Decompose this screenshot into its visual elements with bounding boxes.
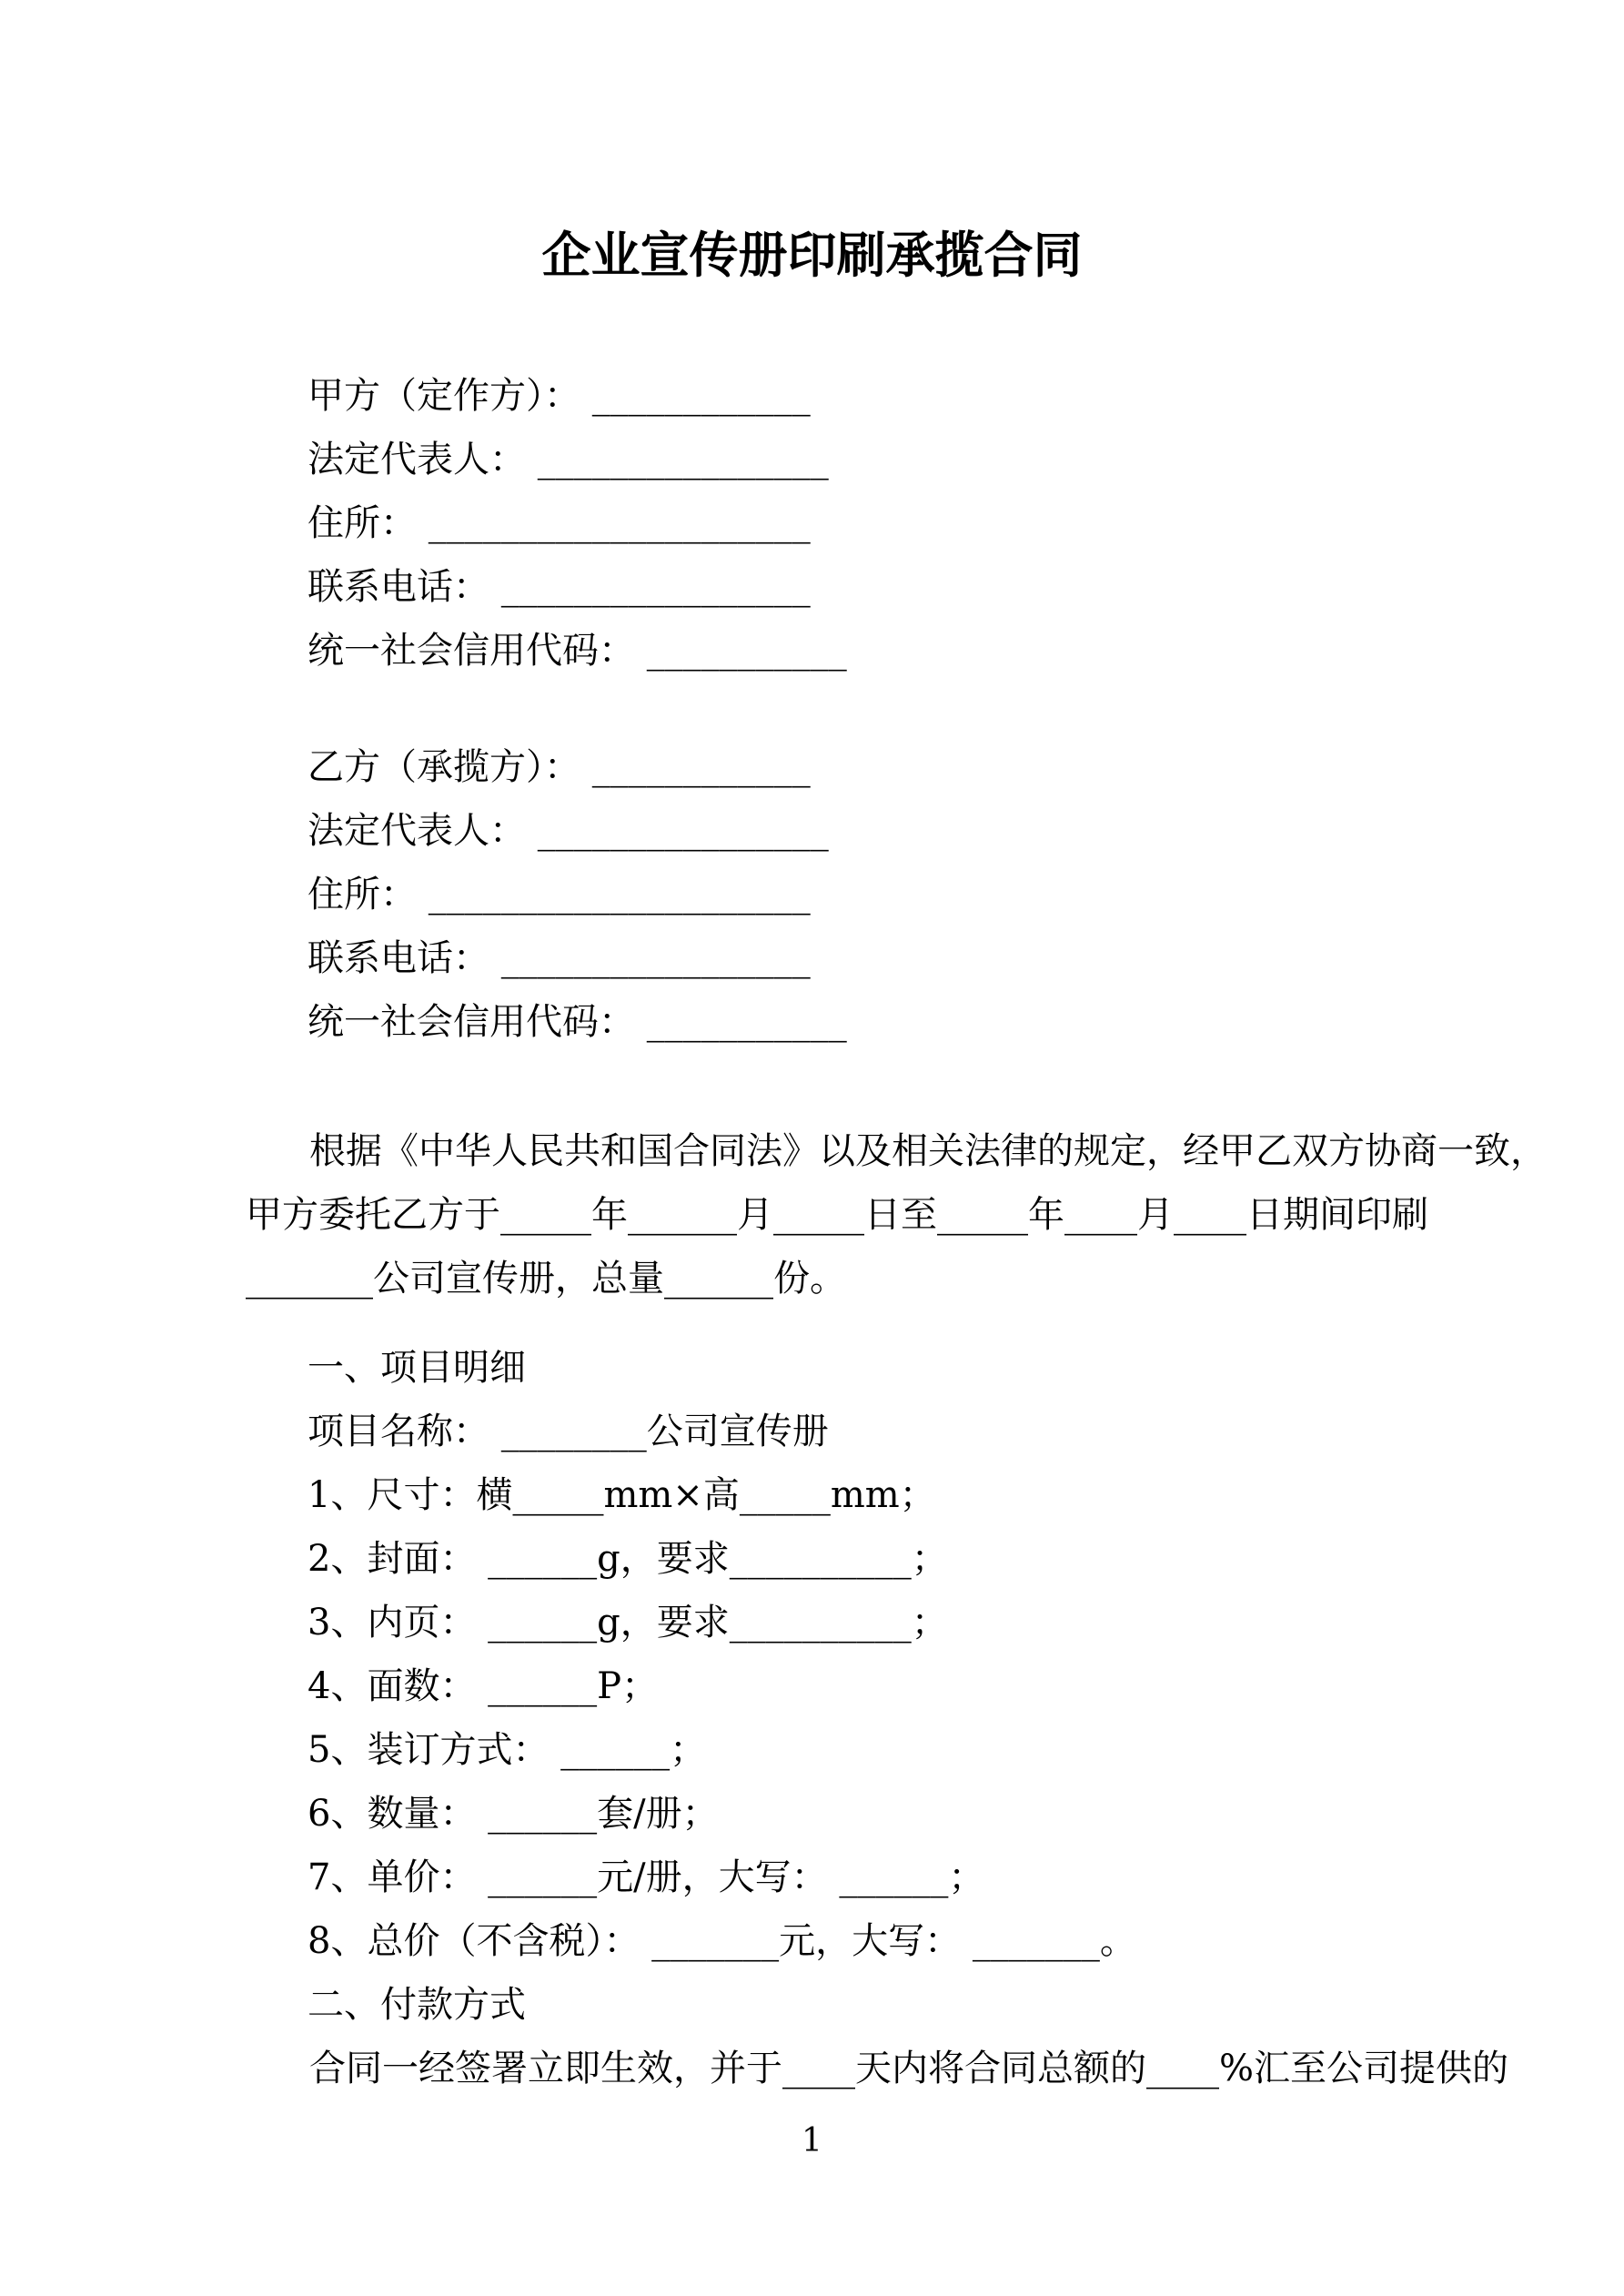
party-a-credit-code-line: 统一社会信用代码： ___________ [308,630,847,672]
item-binding-line: 5、装订方式： ______； [308,1729,707,1771]
item-cover-line: 2、封面： ______g，要求__________； [308,1538,948,1580]
party-a-address-line: 住所： _____________________ [308,502,811,544]
item-unit-price-line: 7、单价： ______元/册，大写： ______； [308,1856,985,1898]
party-b-block [246,735,1624,1054]
page-title: 企业宣传册印刷承揽合同 [541,226,1083,284]
party-a-name-line: 甲方（定作方）： ____________ [308,375,811,417]
project-details-section [246,1336,1624,2100]
party-a-block [246,364,1624,683]
item-count-line: 4、面数： ______P； [308,1665,659,1707]
party-a-legal-rep-line: 法定代表人： ________________ [308,439,829,480]
intro-line-3: _______公司宣传册，总量______份。 [246,1258,846,1300]
party-b-address-line: 住所： _____________________ [308,874,811,915]
item-pages-line: 3、内页： ______g，要求__________； [308,1602,948,1644]
party-b-credit-code-line: 统一社会信用代码： ___________ [308,1001,847,1043]
project-name-line: 项目名称： ________公司宣传册 [308,1411,829,1452]
party-a-phone-line: 联系电话： _________________ [308,566,811,608]
section1-heading: 一、项目明细 [308,1347,526,1389]
party-b-phone-line: 联系电话： _________________ [308,937,811,979]
intro-line-2: 甲方委托乙方于_____年______月_____日至_____年____月____日期间印刷 [246,1194,1428,1236]
party-b-name-line: 乙方（承揽方）： ____________ [308,746,811,788]
section2-heading: 二、付款方式 [308,1984,526,2026]
party-b-legal-rep-line: 法定代表人： ________________ [308,810,829,852]
intro-paragraph [246,1119,1624,1310]
payment-intro-line: 合同一经签署立即生效，并于____天内将合同总额的____%汇至公司提供的 [309,2048,1509,2089]
item-total-price-line: 8、总价（不含税）： _______元，大写： _______。 [308,1920,1136,1962]
item-quantity-line: 6、数量： ______套/册； [308,1793,719,1835]
page-number: 1 [802,2122,822,2159]
item-size-line: 1、尺寸：横_____mm×高_____mm； [308,1474,936,1516]
intro-line-1: 根据《中华人民共和国合同法》以及相关法律的规定，经甲乙双方协商一致， [309,1130,1547,1172]
